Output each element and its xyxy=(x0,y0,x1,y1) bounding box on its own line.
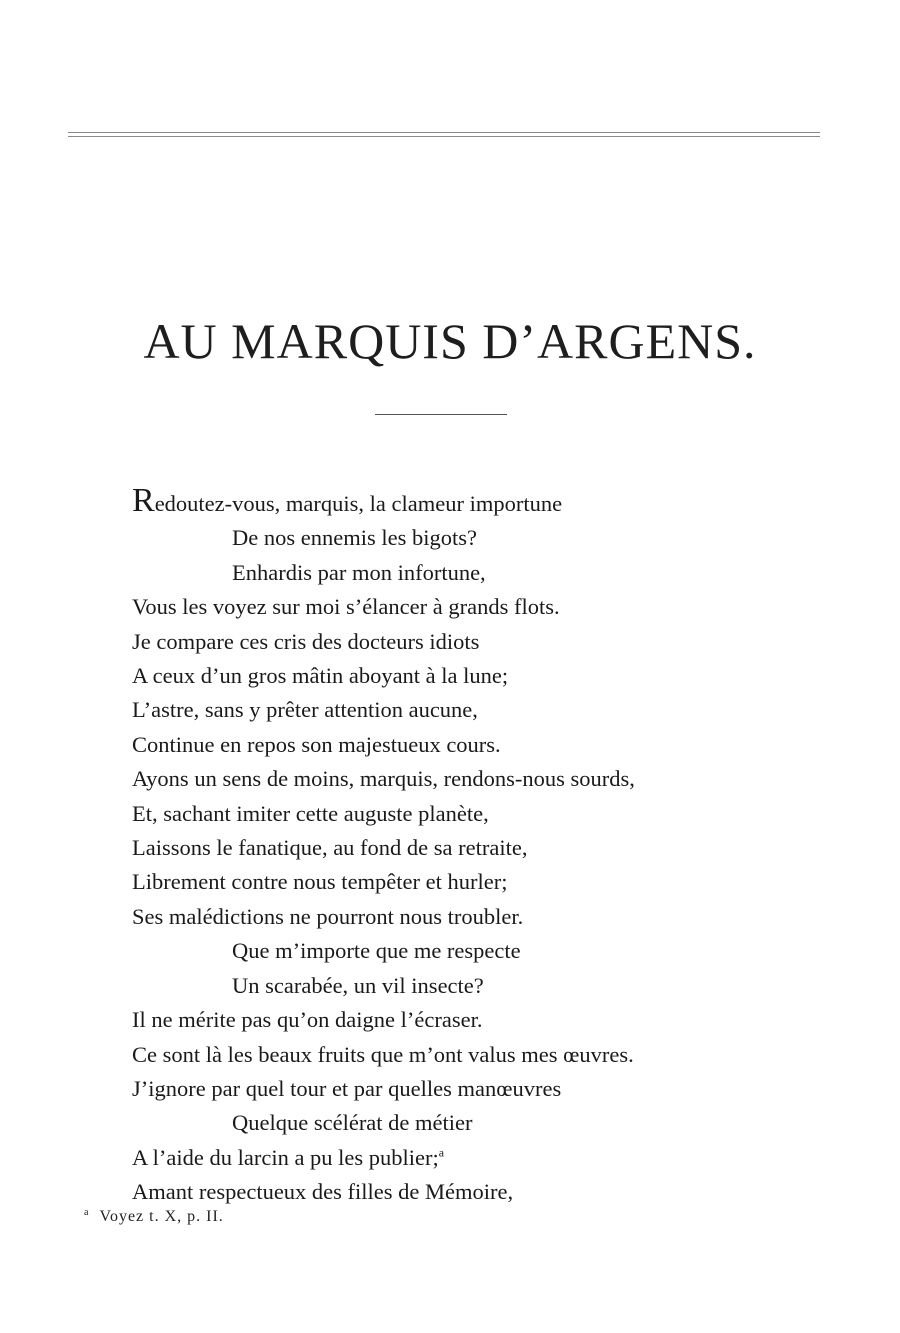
poem-line: Redoutez-vous, marquis, la clameur importune xyxy=(132,482,563,519)
poem-line: Que m’importe que me respecte xyxy=(232,938,521,964)
poem-line: Il ne mérite pas qu’on daigne l’écraser. xyxy=(132,1007,483,1033)
poem-line: Ce sont là les beaux fruits que m’ont valus mes œuvres. xyxy=(132,1041,634,1067)
poem-line: Je compare ces cris des docteurs idiots xyxy=(132,628,480,654)
poem-line: J’ignore par quel tour et par quelles manœuvres xyxy=(132,1075,562,1101)
poem-title: AU MARQUIS D’ARGENS. xyxy=(143,313,757,369)
poem-line: Enhardis par mon infortune, xyxy=(232,559,486,585)
footnote-text: Voyez t. X, p. II. xyxy=(99,1208,224,1225)
poem-line: Amant respectueux des filles de Mémoire, xyxy=(132,1179,514,1205)
title-divider xyxy=(375,414,507,415)
poem-line: Un scarabée, un vil insecte? xyxy=(232,972,484,998)
poem-line: Laissons le fanatique, au fond de sa retraite, xyxy=(132,835,528,861)
poem-line: Vous les voyez sur moi s’élancer à grands flots. xyxy=(132,594,560,620)
footnote xyxy=(84,1208,224,1226)
poem-line: L’astre, sans y prêter attention aucune, xyxy=(132,697,478,723)
poem-line: A ceux d’un gros mâtin aboyant à la lune; xyxy=(132,663,509,689)
poem-body xyxy=(132,484,852,1210)
top-double-rule xyxy=(68,132,820,138)
poem-line: Librement contre nous tempêter et hurler; xyxy=(132,869,508,895)
footnote-reference: a xyxy=(438,1145,445,1160)
footnote-mark: a xyxy=(84,1206,90,1218)
poem-line: Ses malédictions ne pourront nous troubler. xyxy=(132,903,524,929)
poem-line: A l’aide du larcin a pu les publier;$^a$ xyxy=(132,1144,445,1170)
poem-line: Quelque scélérat de métier xyxy=(232,1110,473,1136)
poem-line: Ayons un sens de moins, marquis, rendons-nous sourds, xyxy=(132,766,635,792)
poem-line: De nos ennemis les bigots? xyxy=(232,525,477,551)
poem-line: Et, sachant imiter cette auguste planète, xyxy=(132,800,489,826)
drop-cap: R xyxy=(132,482,155,519)
poem-line: Continue en repos son majestueux cours. xyxy=(132,731,501,757)
